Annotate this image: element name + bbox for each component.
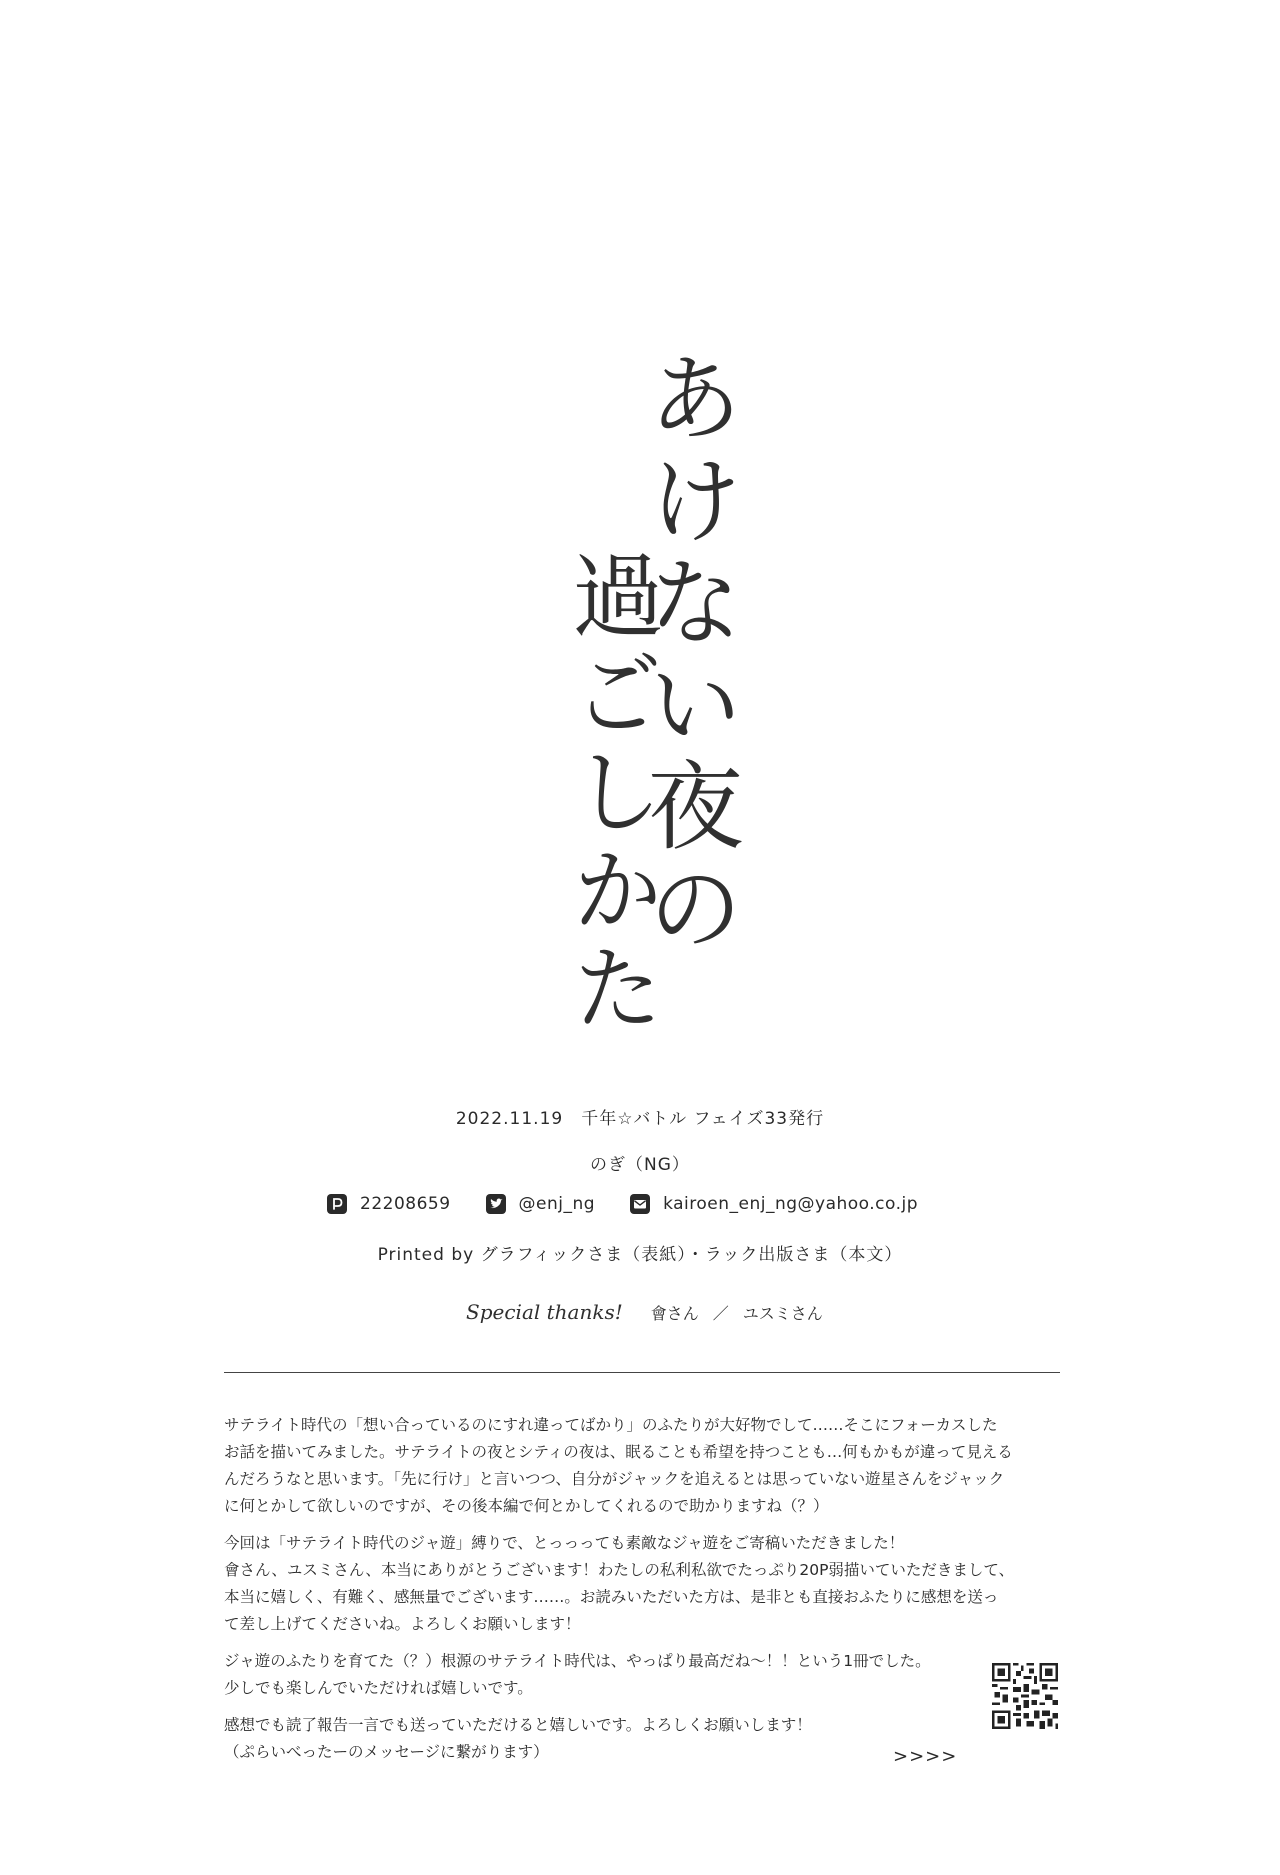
author-name: のぎ（NG） xyxy=(590,1155,690,1175)
title-line-1: あけない夜の xyxy=(632,348,744,960)
email-contact[interactable] xyxy=(629,1193,918,1215)
afterword xyxy=(224,1412,1070,1776)
afterword-line: 今回は「サテライト時代のジャ遊」縛りで、とっっっても素敵なジャ遊をご寄稿いただきました！ xyxy=(224,1534,905,1552)
afterword-paragraph-1 xyxy=(224,1412,1070,1520)
afterword-line: （ぷらいべったーのメッセージに繋がります） xyxy=(224,1743,549,1761)
title-line-2: 過ごしかた xyxy=(557,548,664,1038)
afterword-line: 少しでも楽しんでいただければ嬉しいです。 xyxy=(224,1679,533,1697)
thanks-name-1: 會さん xyxy=(650,1303,699,1323)
thanks-separator: ／ xyxy=(712,1303,729,1323)
arrow-pointer: >>>> xyxy=(893,1746,958,1767)
afterword-line: に何とかして欲しいのですが、その後本編で何とかしてくれるので助かりますね（？） xyxy=(224,1497,829,1515)
twitter-bird-icon xyxy=(485,1193,507,1215)
contact-row xyxy=(326,1190,966,1218)
twitter-contact[interactable] xyxy=(485,1193,596,1215)
afterword-line: 會さん、ユスミさん、本当にありがとうございます！わたしの私利私欲でたっぷり20P弱描いていただきまして、 xyxy=(224,1561,1015,1579)
special-thanks xyxy=(466,1300,823,1324)
afterword-line: 感想でも読了報告一言でも送っていただけると嬉しいです。よろしくお願いします！ xyxy=(224,1716,812,1734)
afterword-line: 本当に嬉しく、有難く、感無量でございます……。お読みいただいた方は、是非とも直接おふたりに感想を送っ xyxy=(224,1588,999,1606)
pixiv-icon xyxy=(326,1193,348,1215)
special-thanks-label: Special thanks! xyxy=(466,1300,623,1324)
divider xyxy=(224,1372,1060,1373)
afterword-paragraph-2 xyxy=(224,1530,1070,1638)
afterword-line: ジャ遊のふたりを育てた（？）根源のサテライト時代は、やっぱり最高だね～！！という1冊でした。 xyxy=(224,1652,931,1670)
qr-code[interactable] xyxy=(992,1663,1058,1729)
publication-info: 2022.11.19 千年☆バトル フェイズ33発行 xyxy=(455,1109,825,1129)
thanks-name-2: ユスミさん xyxy=(742,1303,823,1323)
afterword-line: サテライト時代の「想い合っているのにすれ違ってばかり」のふたりが大好物でして……そこにフォーカスした xyxy=(224,1416,998,1434)
printed-by: Printed by グラフィックさま（表紙）・ラック出版さま（本文） xyxy=(377,1245,903,1265)
afterword-paragraph-3 xyxy=(224,1648,1070,1702)
afterword-line: て差し上げてくださいね。よろしくお願いします！ xyxy=(224,1615,581,1633)
pixiv-contact[interactable] xyxy=(326,1193,451,1215)
pixiv-id: 22208659 xyxy=(360,1194,451,1214)
afterword-line: んだろうなと思います。「先に行け」と言いつつ、自分がジャックを追えるとは思っていない遊星さんをジャック xyxy=(224,1470,1005,1488)
twitter-handle: @enj_ng xyxy=(518,1194,596,1214)
email-address: kairoen_enj_ng@yahoo.co.jp xyxy=(663,1194,919,1214)
envelope-icon xyxy=(629,1193,651,1215)
afterword-line: お話を描いてみました。サテライトの夜とシティの夜は、眠ることも希望を持つことも…何もかもが違って見える xyxy=(224,1443,1013,1461)
